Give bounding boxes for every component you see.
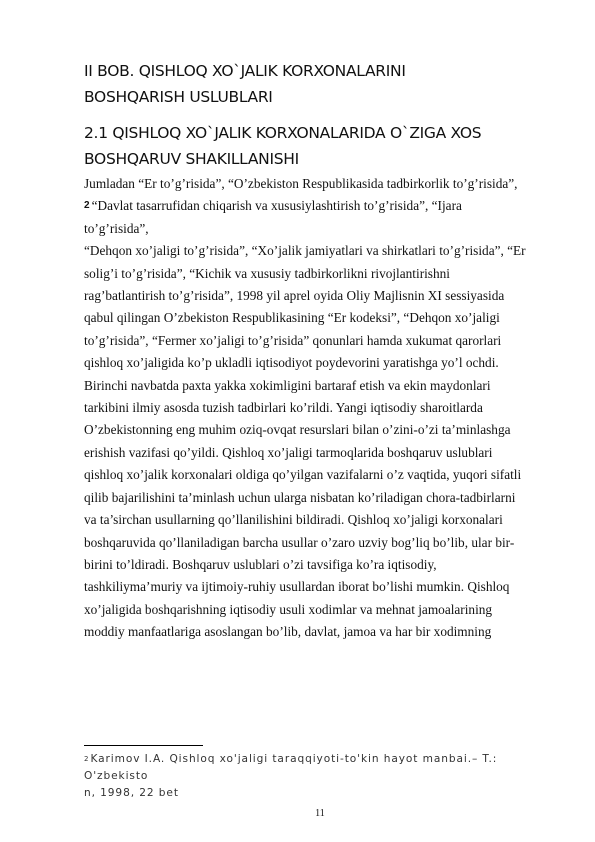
paragraph-line: O’zbekistonning eng muhim oziq-ovqat resurslari bilan o’zini-o’zi ta’minlashga — [84, 422, 511, 438]
paragraph-line: birini to’ldiradi. Boshqaruv uslublari o’zi tavsifiga ko’ra iqtisodiy, — [84, 556, 437, 572]
paragraph-line: qishloq xo’jalik korxonalari oldiga qo’yilgan vazifalarni o’z vaqtida, yuqori sifatli — [84, 467, 522, 483]
paragraph-line: to’g’risida”, — [84, 220, 149, 236]
section-title — [84, 120, 564, 172]
chapter-title-line-2: BOSHQARISH USLUBLARI — [84, 88, 273, 106]
paragraph-line: boshqaruvida qo’llaniladigan barcha usullar o’zaro uzviy bog’liq bo’lib, ular bir- — [84, 534, 515, 550]
paragraph-line: to’g’risida”, “Fermer xo’jaligi to’g’risida” qonunlari hamda xukumat qarorlari — [84, 332, 502, 348]
paragraph-line: tarkibini ilmiy asosda tuzish tadbirlari ko’rildi. Yangi iqtisodiy sharoitlarda — [84, 400, 483, 416]
chapter-title-line-1: II BOB. QISHLOQ XO`JALIK KORXONALARINI — [84, 62, 406, 80]
footnote-line-2: n, 1998, 22 bet — [84, 787, 179, 799]
footnote-text: Karimov I.A. Qishloq xo'jaligi taraqqiyoti-to'kin hayot manbai.– T.: O'zbekisto — [84, 753, 498, 782]
page-number: 11 — [315, 808, 325, 819]
paragraph-line: tashkiliyma’muriy va ijtimoiy-ruhiy usullardan iborat bo’lishi mumkin. Qishloq — [84, 579, 510, 595]
paragraph-line: Birinchi navbatda paxta yakka xokimligini bartaraf etish va ekin maydonlari — [84, 377, 491, 393]
section-title-line-2: BOSHQARUV SHAKILLANISHI — [84, 150, 299, 168]
paragraph-line: solig’i to’g’risida”, “Kichik va xususiy tadbirkorlikni rivojlantirishni — [84, 265, 450, 281]
footnote-reference: 2 — [84, 200, 90, 212]
paragraph-line: erishish vazifasi qo’yildi. Qishloq xo’jaligi tarmoqlarida boshqaruv uslublari — [84, 444, 493, 460]
paragraph-line: Jumladan “Er to’g’risida”, “O’zbekiston Respublikasida tadbirkorlik to’g’risida”, — [84, 176, 518, 191]
paragraph-line-text: “Davlat tasarrufidan chiqarish va xususiylashtirish to’g’risida”, “Ijara — [91, 198, 462, 214]
chapter-title — [84, 58, 564, 110]
footnote-marker: 2 — [84, 755, 89, 763]
paragraph-line: xo’jaligida boshqarishning iqtisodiy usuli xodimlar va mehnat jamoalarining — [84, 601, 493, 617]
paragraph-line: rag’batlantirish to’g’risida”, 1998 yil aprel oyida Oliy Majlisnin XI sessiyasida — [84, 288, 505, 304]
paragraph-line: qilib bajarilishini ta’minlash uchun ularga nisbatan ko’riladigan chora-tadbirlarni — [84, 489, 516, 505]
paragraph-line: moddiy manfaatlariga asoslangan bo’lib, davlat, jamoa va har bir xodimning — [84, 624, 492, 640]
paragraph-line: “Dehqon xo’jaligi to’g’risida”, “Xo’jalik jamiyatlari va shirkatlari to’g’risida”, “Er — [84, 243, 526, 259]
footnote-divider — [84, 745, 203, 746]
paragraph-line: qishloq xo’jaligida ko’p ukladli iqtisodiyot poydevorini yaratishga yo’l ochdi. — [84, 355, 499, 371]
paragraph-line: qabul qilingan O’zbekiston Respublikasining “Er kodeksi”, “Dehqon xo’jaligi — [84, 310, 500, 326]
footnote — [84, 751, 564, 802]
section-title-line-1: 2.1 QISHLOQ XO`JALIK KORXONALARIDA O`ZIGA XOS — [84, 124, 482, 142]
body-text — [84, 173, 559, 644]
paragraph-line-with-footnote — [84, 195, 559, 217]
footnote-line-1 — [84, 751, 564, 785]
paragraph-line: va ta’sirchan usullarning qo’llanilishini bildiradi. Qishloq xo’jaligi korxonalari — [84, 512, 503, 528]
